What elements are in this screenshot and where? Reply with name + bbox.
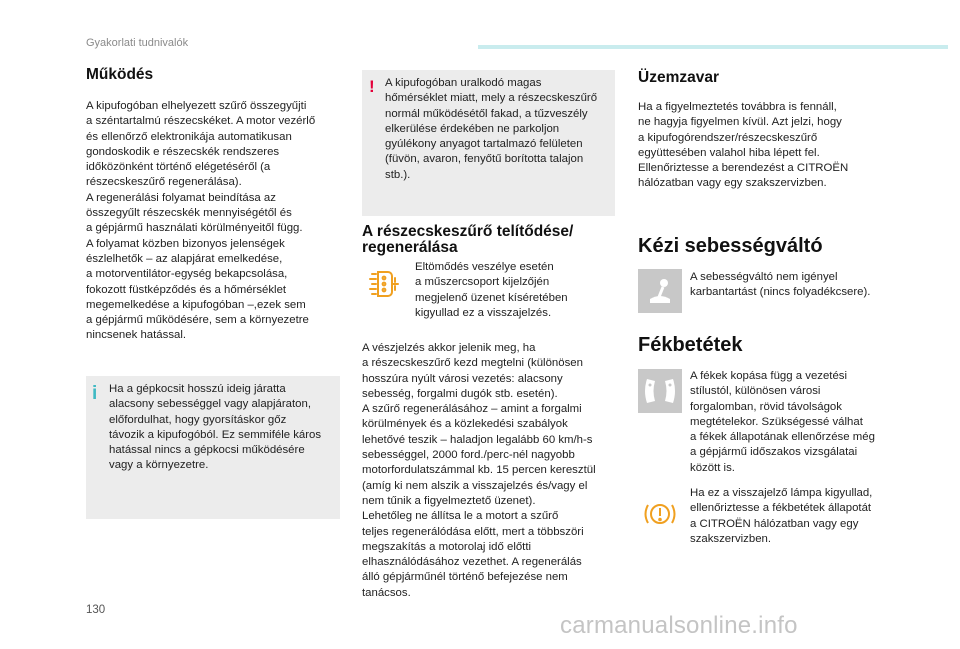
gear-lever-icon <box>638 269 682 313</box>
watermark: carmanualsonline.info <box>560 612 798 639</box>
mukodes-body: A kipufogóban elhelyezett szűrő összegyűjti a széntartalmú részecskéket. A motor vezérlő és ellenőrző elektronikája automatikusan gondoskodik e részecskék rendszeres időközönként történő elégetéséről (a részecskeszűrő regenerálása). A regenerálási folyamat beindítása az összegyűlt részecskék mennyiségétől és a gépjármű használati körülményeitől függ. A folyamat közben bizonyos jelenségek észlelhetők – az alapjárat emelkedése, a motorventilátor-egység bekapcsolása, fokozott füstképződés és a hőmérséklet megemelkedése a kipufogóban –,ezek sem a gépjármű működésére, sem a környezetre nincsenek hatással. <box>86 100 316 342</box>
brake-wear-warning-icon <box>640 497 680 531</box>
page-number: 130 <box>86 604 106 616</box>
section-title-uzemzavar: Üzemzavar <box>638 69 719 86</box>
info-box-text: Ha a gépkocsit hosszú ideig járatta alacsony sebességgel vagy alapjáraton, előfordulhat, hogy gyorsításkor gőz távozik a kipufogóból. Ez semmiféle káros hatással nincs a gépkocsi működésére vagy a környezetre. <box>109 383 322 472</box>
section-title-kezi-sebessegvalto: Kézi sebességváltó <box>638 235 823 257</box>
reszecskeszuro-body: A vészjelzés akkor jelenik meg, ha a részecskeszűrő kezd megtelni (különösen hosszúra nyúlt városi vezetés: alacsony sebesség, forgalmi dugók stb. esetén). A szűrő regenerálásához – amint a forgalmi körülmények és a közlekedési szabályok lehetővé teszik – haladjon legalább 60 km/h-s sebességgel, 2000 ford./perc-nél nagyobb motorfordulatszámmal kb. 15 percen keresztül (amíg ki nem alszik a visszajelzés és/vagy el nem tűnik a figyelmeztető üzenet). Lehetőleg ne állítsa le a motort a szűrő teljes regenerálódása előtt, mert a többszöri megszakítás a motorolaj idő előtti elhasználódásához vezethet. A regenerálás álló gépjárműnél történő befejezése nem tanácsos. <box>362 342 596 599</box>
info-box <box>86 376 340 519</box>
info-icon: i <box>92 383 98 404</box>
section-title-fekbetetek: Fékbetétek <box>638 334 743 356</box>
kezi-sebessegvalto-body: A sebességváltó nem igényel karbantartást (nincs folyadékcsere). <box>690 271 871 299</box>
brake-pads-icon <box>638 369 682 413</box>
section-header: Gyakorlati tudnivalók <box>86 37 189 49</box>
warning-box-text: A kipufogóban uralkodó magas hőmérséklet miatt, mely a részecskeszűrő normál működésétől fakad, a tűzveszély elkerülése érdekében ne parkoljon gyúlékony anyagot tartalmazó felületen (füvön, avaron, fenyőtű borította talajon stb.). <box>385 77 598 181</box>
warning-box <box>362 70 615 216</box>
section-title-reszecskeszuro: A részecskeszűrő telítődése/ regenerálása <box>362 223 574 256</box>
uzemzavar-body: Ha a figyelmeztetés továbbra is fennáll, ne hagyja figyelmen kívül. Azt jelzi, hogy a kipufogórendszer/részecskeszűrő együttesében valahol hiba lépett fel. Ellenőriztesse a berendezést a CITROËN hálózatban vagy egy szakszervizben. <box>638 101 849 190</box>
brake-warning-body: Ha ez a visszajelző lámpa kigyullad, ellenőriztesse a fékbetétek állapotát a CITROËN hálózatban vagy egy szakszervizben. <box>690 487 873 545</box>
header-divider <box>478 45 948 49</box>
particle-filter-warning-icon <box>362 264 406 306</box>
section-title-mukodes: Működés <box>86 66 154 83</box>
warning-exclamation-icon: ! <box>369 77 375 96</box>
fekbetetek-body: A fékek kopása függ a vezetési stílustól, különösen városi forgalomban, rövid távolságok megtételekor. Szükségessé válhat a fékek állapotának ellenőrzése még a gépjármű időszakos vizsgálatai között is. <box>690 370 875 474</box>
particle-filter-icon-text: Eltömődés veszélye esetén a műszercsoport kijelzőjén megjelenő üzenet kíséretében kigyullad ez a visszajelzés. <box>415 261 568 319</box>
